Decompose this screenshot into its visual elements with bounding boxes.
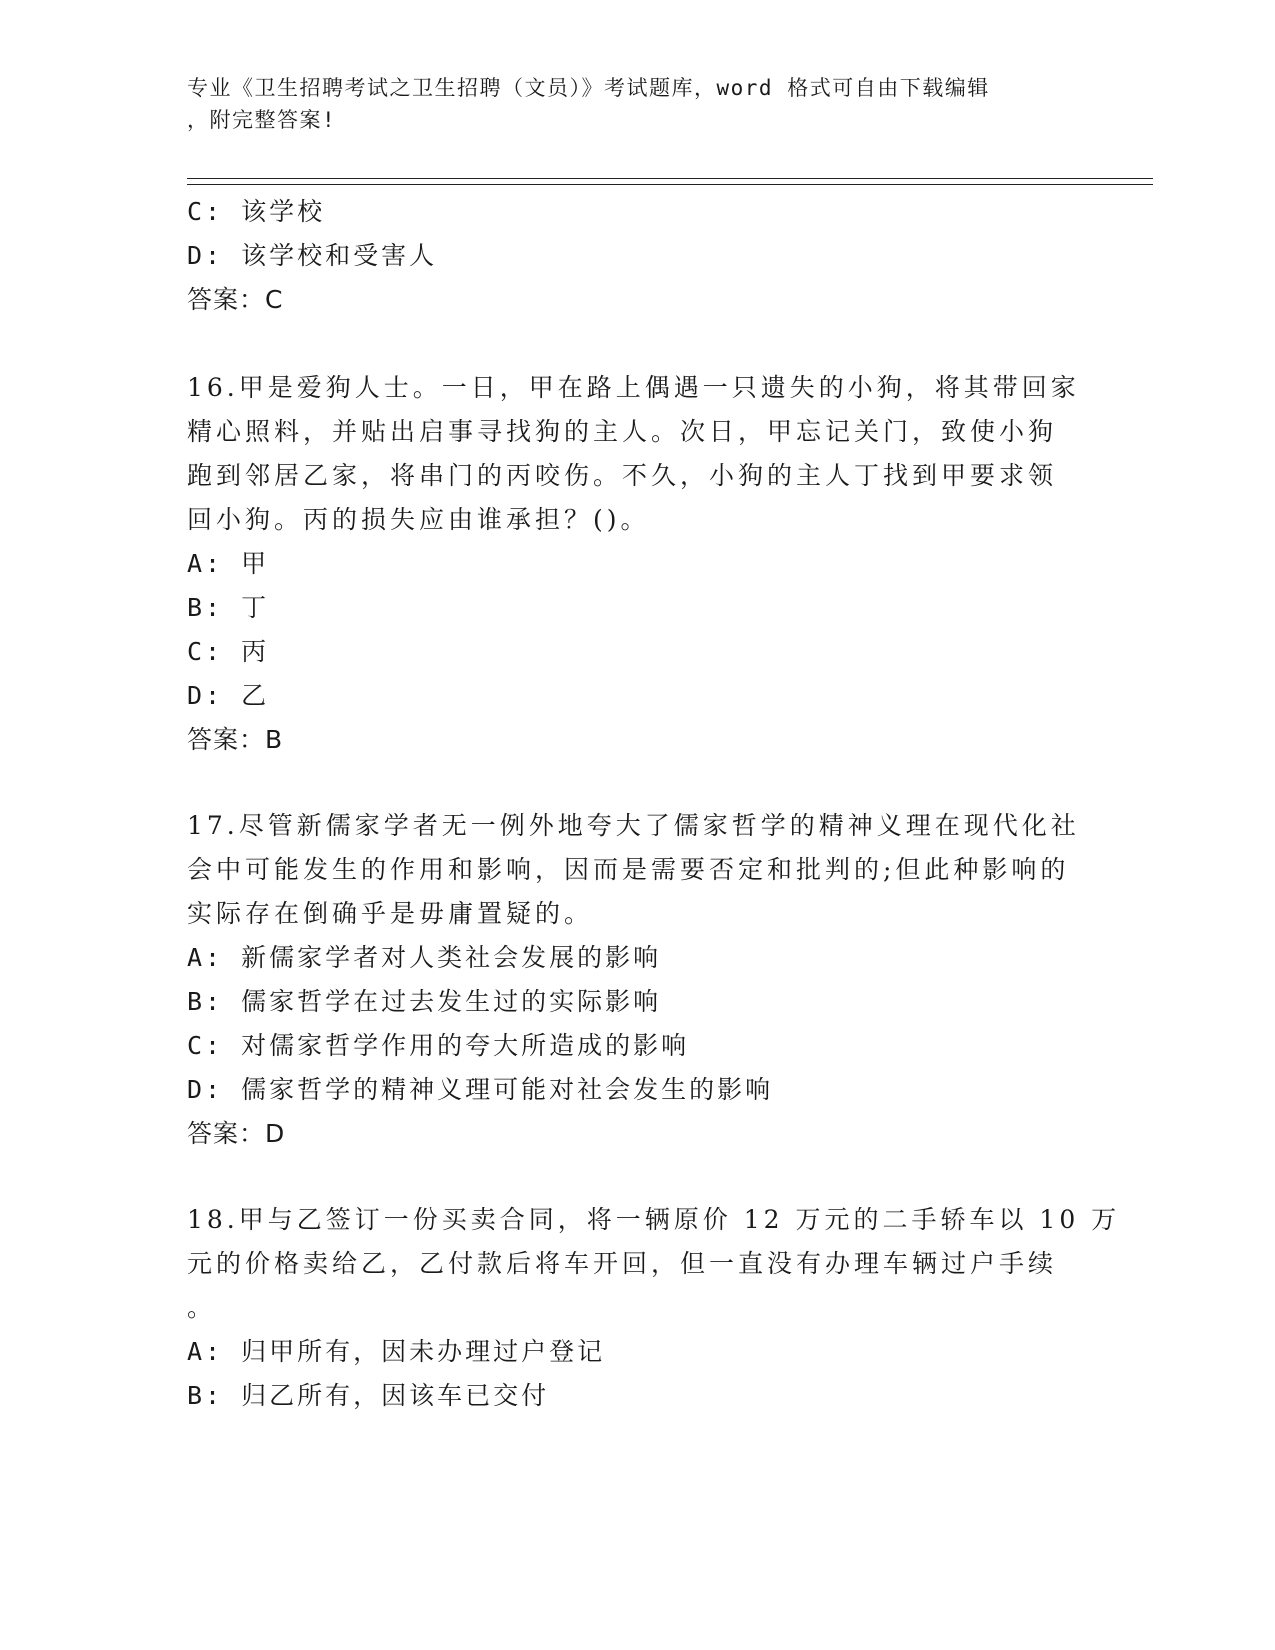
prev-answer: 答案：C (187, 285, 284, 314)
q16-option-a: A: 甲 (187, 549, 270, 578)
q16-option-d: D: 乙 (187, 681, 270, 710)
q17-answer: 答案：D (187, 1119, 286, 1148)
q17-text-line-3: 实际存在倒确乎是毋庸置疑的。 (187, 899, 594, 928)
q16-answer: 答案：B (187, 725, 284, 754)
q17-option-b: B: 儒家哲学在过去发生过的实际影响 (187, 987, 662, 1016)
header-line-1: 专业《卫生招聘考试之卫生招聘（文员）》考试题库，word 格式可自由下载编辑 (187, 76, 990, 100)
prev-option-d: D: 该学校和受害人 (187, 241, 438, 270)
header-rule-bottom (187, 184, 1153, 185)
q18-option-b: B: 归乙所有，因该车已交付 (187, 1381, 550, 1410)
q16-text-line-2: 精心照料，并贴出启事寻找狗的主人。次日，甲忘记关门，致使小狗 (187, 417, 1058, 446)
document-header (187, 72, 1087, 136)
q16-option-c: C: 丙 (187, 637, 270, 666)
q16-option-b: B: 丁 (187, 593, 270, 622)
q16-text-line-4: 回小狗。丙的损失应由谁承担？()。 (187, 505, 650, 534)
q17-text-line-2: 会中可能发生的作用和影响，因而是需要否定和批判的;但此种影响的 (187, 855, 1070, 884)
q18-text-line-2: 元的价格卖给乙，乙付款后将车开回，但一直没有办理车辆过户手续 (187, 1249, 1058, 1278)
q17-text-line-1: 17.尽管新儒家学者无一例外地夸大了儒家哲学的精神义理在现代化社 (187, 811, 1080, 840)
prev-option-c: C: 该学校 (187, 197, 326, 226)
q18-option-a: A: 归甲所有，因未办理过户登记 (187, 1337, 606, 1366)
q17-option-d: D: 儒家哲学的精神义理可能对社会发生的影响 (187, 1075, 774, 1104)
q18-text-line-1: 18.甲与乙签订一份买卖合同，将一辆原价 12 万元的二手轿车以 10 万 (187, 1205, 1121, 1234)
q16-text-line-1: 16.甲是爱狗人士。一日，甲在路上偶遇一只遗失的小狗，将其带回家 (187, 373, 1080, 402)
header-rule-top (187, 178, 1153, 179)
q16-text-line-3: 跑到邻居乙家，将串门的丙咬伤。不久，小狗的主人丁找到甲要求领 (187, 461, 1058, 490)
q18-text-line-3: 。 (187, 1293, 217, 1322)
header-line-2: ，附完整答案! (187, 108, 337, 132)
q17-option-c: C: 对儒家哲学作用的夸大所造成的影响 (187, 1031, 690, 1060)
q17-option-a: A: 新儒家学者对人类社会发展的影响 (187, 943, 662, 972)
